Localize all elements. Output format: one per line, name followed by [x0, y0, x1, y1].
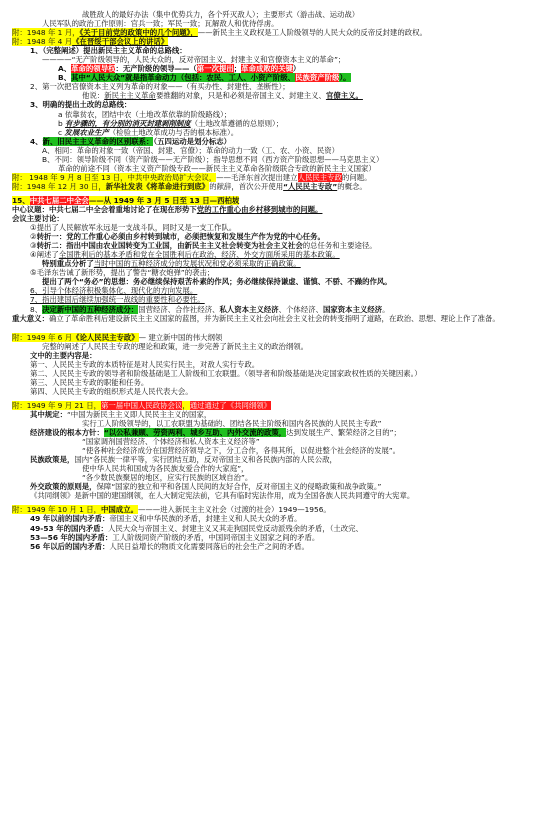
text-segment: ——新民主主义政权是工人阶级领导的人民大众的反帝反封建的政权。: [197, 28, 427, 38]
text-line: 6、引导个体经济积极集体化、现代化的方向发展。: [30, 286, 198, 296]
text-line: [12, 259, 548, 268]
text-segment: 重大意义：: [12, 313, 49, 323]
text-line: “使各种社会经济成分在国营经济领导之下，分工合作，各得其所，以促进整个社会经济的发展”。: [82, 446, 401, 456]
text-segment: 附：1948 年 4 月: [12, 37, 73, 47]
text-segment: 国营经济、合作社经济、: [138, 304, 220, 314]
text-segment: 保障“国家的独立和平和各国人民间的友好合作，反对帝国主义的侵略政策和战争政策。”: [96, 482, 382, 492]
text-segment: 《在晋绥干部会议上的讲话》: [72, 37, 169, 47]
text-segment: 人民民主专政: [297, 172, 342, 182]
text-line: [12, 314, 548, 323]
text-segment: 中共七届二中全会: [29, 195, 89, 205]
text-segment: 工人阶级同资产阶级的矛盾，中国同帝国主义国家之间的矛盾。: [112, 532, 320, 542]
text-segment: 《共同纲领》是新中国的建国纲领，在人大制定宪法前，它具有临时宪法作用，成为全国各族人民共同遵守的大宪章。: [30, 491, 415, 501]
text-line: [12, 305, 548, 314]
text-line: [12, 73, 548, 82]
text-segment: 中共中央政治局扩大会议，: [127, 172, 217, 182]
text-line: [12, 428, 548, 437]
text-line: [12, 232, 548, 241]
text-segment: 的概念。: [337, 181, 367, 191]
text-segment: 要推翻的对象，只是和必须是帝国主义、封建主义、: [155, 91, 326, 101]
text-line: [12, 241, 548, 250]
text-segment: 附：1949 年 10 月 1 日，: [12, 505, 102, 515]
text-segment: （五四运动是划分标志）: [153, 136, 232, 146]
text-segment: ，: [182, 400, 190, 410]
text-segment: 转折二：指出中国由农业国转变为工业国，由新民主主义社会转变为社会主义社会: [36, 241, 303, 251]
text-line: B、不同：领导阶级不同（资产阶级——无产阶级）；指导思想不同（西方资产阶级思想——马克思主义）: [42, 154, 384, 164]
text-line: [12, 533, 548, 542]
text-segment: A、: [58, 64, 72, 74]
text-segment: ；: [233, 64, 242, 74]
text-segment: 帝国主义和中华民族的矛盾，封建主义和人民大众的矛盾。: [109, 514, 302, 524]
text-segment: ——毛泽东首次提出建立: [216, 172, 298, 182]
text-segment: 4、: [30, 136, 43, 146]
text-line: [12, 455, 548, 464]
text-line: 第一、人民民主专政的本质特征是对人民实行民主，对敌人实行专政。: [30, 359, 260, 369]
text-line: [12, 64, 548, 73]
text-segment: 附： 1948 年 9 月 8 日至 13 日，: [12, 172, 128, 182]
text-segment: 第一次提出: [196, 64, 234, 74]
text-segment: 的问题。: [341, 172, 372, 182]
text-segment: 新民主主义革命: [104, 91, 156, 101]
text-line: 第二、人民民主专政的领导者和阶级基础是工人阶级和工农联盟。（领导者和阶级基础是决定国家政权性质的关键因素。）: [30, 368, 422, 378]
text-line: [12, 137, 548, 146]
text-segment: “以公私兼顾、劳资两利、城乡互助、内外交流的政策，: [103, 428, 287, 438]
text-line: [12, 196, 548, 205]
text-line: [12, 205, 548, 214]
text-segment: 49-53 年的国内矛盾：: [30, 523, 108, 533]
text-segment: 《关于目前党的政策中的几个问题》，: [79, 28, 198, 38]
text-segment: 当时中国的五种经济成分的发展状况和党必须采取的正确政策。: [93, 259, 301, 269]
text-segment: 有步骤的，有分别的消灭封建剥削制度: [65, 118, 191, 128]
text-line: [12, 542, 548, 551]
text-line: [12, 182, 548, 191]
text-segment: 发展农业生产: [64, 127, 109, 137]
text-line: 文中的主要内容是：: [30, 350, 97, 360]
text-segment: 官僚主义。: [325, 91, 363, 101]
text-segment: 他说：: [82, 91, 105, 101]
text-segment: 私人资本主义经济: [219, 304, 279, 314]
text-line: 第三、人民民主专政的职能和任务。: [30, 377, 149, 387]
text-segment: 革命成败的关键: [241, 64, 293, 74]
text-line: [12, 524, 548, 533]
text-segment: ④阐述了: [30, 250, 59, 260]
text-segment: ③: [30, 241, 37, 251]
text-segment: ）。: [339, 73, 351, 83]
text-line: 战胜敌人的最好办法（集中优势兵力，各个歼灭敌人）；主要形式（游击战、运动战）: [82, 10, 360, 19]
text-line: [12, 119, 548, 128]
text-segment: 革命的领导权: [71, 64, 116, 74]
text-segment: 56 年以后的国内矛盾：: [30, 541, 110, 551]
text-line: [12, 505, 548, 514]
text-segment: 国家资本主义经济: [323, 304, 383, 314]
text-line: [12, 91, 548, 100]
text-line: ————“无产阶级领导的，人民大众的，反对帝国主义、封建主义和官僚资本主义的革命”；: [42, 55, 346, 65]
text-segment: 决定新中国的五种经济成分：: [42, 304, 139, 314]
text-segment: 转折一：党的工作重心必须由乡村转到城市，必须把恢复和发展生产作为党的中心任务。: [36, 232, 325, 242]
text-line: 提出了两个“务必”的思想：务必继续保持艰苦朴素的作风；务必继续保持谦虚、谨慎、不骄、不躁的作风。: [42, 277, 392, 287]
text-line: [12, 28, 548, 37]
text-segment: 新华社发表《将革命进行到底》: [105, 181, 210, 191]
text-segment: ——从 1949 年 3 月 5 日至 13 日—西柏坡: [88, 195, 240, 205]
text-line: 人民军队的政治工作原则：官兵一致；军民一致；瓦解敌人和优待俘虏。: [42, 19, 279, 29]
text-segment: 民族政策是，: [30, 455, 75, 465]
text-line: ①提出了人民解放军永远是一支战斗队，同时又是一支工作队。: [30, 223, 237, 233]
text-segment: b: [58, 118, 66, 128]
text-line: [12, 128, 548, 137]
text-line: 完整的阐述了人民民主专政的理论和政策，进一步完善了新民主主义的政治纲领。: [42, 341, 309, 351]
text-segment: 附：1949 年 6 月: [12, 332, 73, 342]
text-segment: 49 年以前的国内矛盾：: [30, 514, 110, 524]
text-line: 7、指出建国后继续加强统一战线的重要性和必要性。: [30, 295, 205, 305]
text-segment: 附：1949 年 9 月 21 日，: [12, 400, 102, 410]
text-line: [12, 514, 548, 523]
text-segment: 特别重点分析了: [42, 259, 94, 269]
text-segment: 的献辞，首次公开使用: [209, 181, 284, 191]
text-segment: — 建立新中国的伟大纲领: [138, 332, 223, 342]
text-segment: 人民日益增长的物质文化需要同落后的社会生产之间的矛盾。: [109, 541, 309, 551]
text-segment: 第一届中国人民政协会议: [101, 400, 183, 410]
text-segment: 人民大众与帝国主义、封建主义又其走狗国民党反动派残余的矛盾，（土改完、: [107, 523, 363, 533]
text-line: ⑤毛泽东告诫了新形势，提出了警告“糖衣炮弹”的袭击；: [30, 268, 215, 278]
text-segment: 国内“各民族一律平等，实行团结互助，反对帝国主义和各民族内部的人民公敌，: [74, 455, 337, 465]
text-segment: 确立了革命胜利后建设新民主主义国家的蓝图，并为新民主主义社会向社会主义社会的转变指明了道路，在政治、思想、理论上作了准备。: [48, 313, 500, 323]
text-line: [12, 401, 548, 410]
text-segment: 民族资产阶级: [295, 73, 340, 83]
text-segment: 。: [382, 304, 390, 314]
text-segment: 、个体经济、: [278, 304, 323, 314]
text-line: 3、明确的提出土改的总路线：: [30, 100, 132, 110]
text-segment: 中心议题：: [12, 204, 49, 214]
text-segment: ②: [30, 232, 37, 242]
text-segment: 8、: [30, 304, 43, 314]
text-segment: 其中“人民大众”就是指革命动力（包括：农民、工人、小资产阶级、: [71, 73, 296, 83]
text-line: a 依靠贫农，团结中农（土地改革依靠的阶级路线）；: [58, 109, 232, 119]
text-segment: B、: [58, 73, 72, 83]
text-segment: c: [58, 127, 65, 137]
text-line: 1、（完整阐述）提出新民主主义革命的总路线：: [30, 46, 187, 56]
text-segment: 中共七届二中全会着重地讨论了在现在形势下: [48, 204, 197, 214]
text-segment: “人民民主专政”: [283, 181, 338, 191]
text-segment: ：无产阶级的领导——（: [115, 64, 197, 74]
text-line: 会议主要讨论：: [12, 214, 64, 224]
text-line: 第四、人民民主专政的组织形式是人民代表大会。: [30, 386, 193, 396]
text-segment: （土地改革遵循的总原则）；: [190, 118, 284, 128]
text-segment: 外交政策的原则是，: [30, 482, 97, 492]
text-line: 实行工人阶级领导的，以工农联盟为基础的、团结各民主阶级和国内各民族的人民民主专政”: [82, 419, 382, 429]
text-line: 2、第一次把官僚资本主义列为革命的对象——（有买办性、封建性、垄断性）；: [30, 82, 290, 92]
text-segment: ———进入新民主主义社会（过渡的社会）1949—1956。: [137, 505, 331, 515]
text-segment: ）: [292, 64, 301, 74]
text-segment: 《论人民民主专政》: [72, 332, 139, 342]
text-segment: 新、旧民主主义革命的区别联系：: [42, 136, 154, 146]
text-segment: 附：1948 年 1 月，: [12, 28, 80, 38]
text-segment: 通过通过了《共同纲领》: [189, 400, 272, 410]
text-line: 使中华人民共和国成为各民族友爱合作的大家庭”，: [82, 464, 249, 474]
text-line: 革命的前途不同（资本主义资产阶级专政——新民主主义革命各阶级联合专政的新民主主义国家）: [58, 163, 376, 173]
text-line: [12, 250, 548, 259]
text-line: [12, 37, 548, 46]
text-line: “各少数民族聚居的地区，应实行民族的区域自治”。: [82, 473, 253, 483]
text-segment: “中国为新民主主义即人民民主主义的国家，: [66, 409, 212, 419]
text-segment: 的总任务和主要途径。: [302, 241, 377, 251]
text-line: A、相同：革命的对象一致（帝国、封建、官僚）；革命的动力一致（工、农、小资、民资）: [42, 145, 339, 155]
text-segment: 经济建设的根本方针：: [30, 428, 104, 438]
text-segment: 中国成立。: [101, 505, 138, 515]
text-line: [12, 173, 548, 182]
text-segment: （检验土地改革成功与否的根本标准）。: [108, 127, 239, 137]
text-line: [12, 482, 548, 491]
text-line: [12, 410, 548, 419]
text-segment: 党的工作重心由乡村移到城市的问题。: [196, 204, 323, 214]
text-line: [12, 491, 548, 500]
text-line: “国家调剂国营经济、个体经济和私人资本主义经济等”: [82, 437, 260, 447]
text-segment: 附：1948 年 12 月 30 日，: [12, 181, 106, 191]
text-segment: 其中规定：: [30, 409, 67, 419]
text-line: [12, 333, 548, 342]
text-segment: 全国胜利后的基本矛盾和党在全国胜利后在政治、经济、外交方面所采用的基本政策。: [58, 250, 340, 260]
text-segment: 53—56 年的国内矛盾：: [30, 532, 113, 542]
text-segment: 15、: [12, 195, 30, 205]
text-segment: 达到发展生产、繁荣经济之目的”；: [286, 428, 401, 438]
